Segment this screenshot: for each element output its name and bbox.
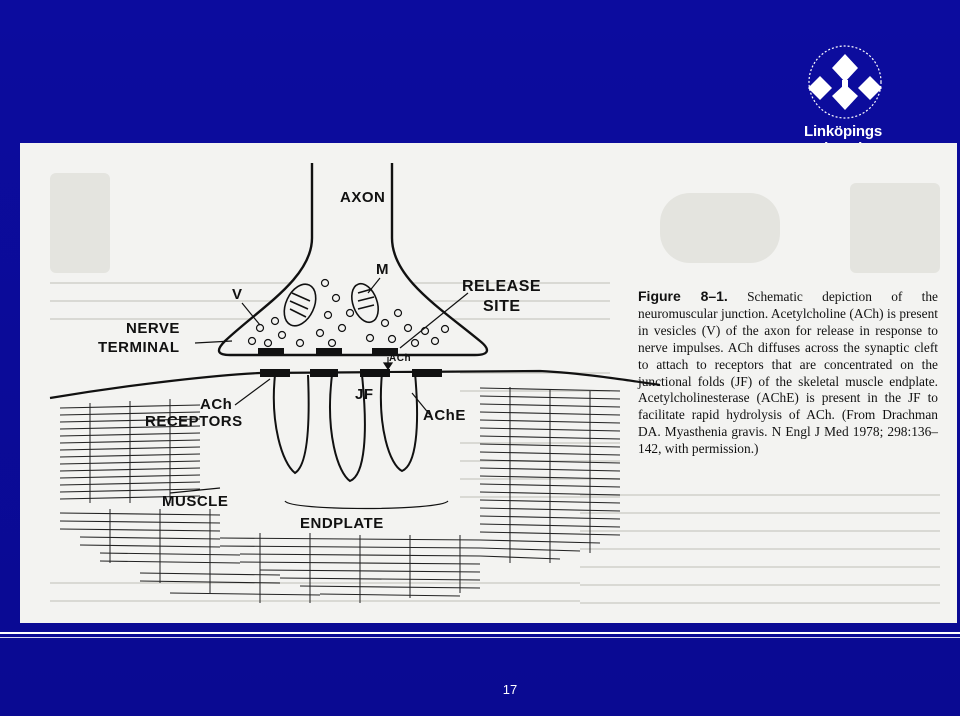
university-name: Linköpings	[804, 123, 882, 140]
endplate-label: ENDPLATE	[300, 515, 384, 532]
ache-label: AChE	[423, 407, 466, 424]
figure-number: Figure 8–1.	[638, 288, 728, 304]
junctional-folds-label: JF	[355, 386, 374, 403]
footer-rule	[0, 632, 960, 634]
site-label: SITE	[483, 298, 521, 315]
junctional-folds	[274, 373, 417, 481]
ach-small-label: ACh	[389, 353, 412, 364]
release-sites	[258, 348, 398, 355]
release-label: RELEASE	[462, 278, 542, 295]
muscle-label: MUSCLE	[162, 493, 229, 510]
receptors-label: RECEPTORS	[145, 413, 243, 430]
slide-number: 17	[502, 682, 518, 697]
footer-rule-thin	[0, 637, 960, 638]
textbook-figure-scan	[20, 143, 957, 623]
ach-label: ACh	[200, 396, 233, 413]
vesicle-label: V	[232, 286, 243, 303]
mitochondria-label: M	[376, 261, 389, 278]
bleed-through-shapes	[50, 173, 940, 273]
figure-caption	[638, 288, 938, 458]
axon-label: AXON	[340, 189, 386, 206]
nerve-label: NERVE	[126, 320, 180, 337]
caption-text: Schematic depiction of the neuromuscular junction. Acetylcholine (ACh) is present in vesicles (V) of the axon for release in response to nerve impulses. ACh diffuses across the synaptic cleft to attach to receptors that are concentrated on the junctional folds (JF) of the skeletal muscle endplate. Acetylcholinesterase (AChE) is present in the JF to facilitate rapid hydrolysis of ACh. (From Drachman DA. Myasthenia gravis. N Engl J Med 1978; 298:136–142, with permission.)	[638, 289, 938, 457]
terminal-label: TERMINAL	[98, 339, 180, 356]
